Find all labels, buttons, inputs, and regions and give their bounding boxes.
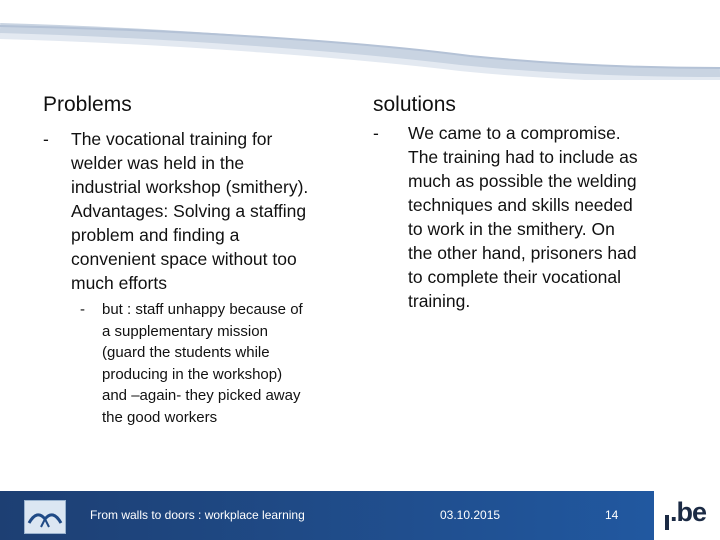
sub-bullet-dash: - — [80, 301, 85, 318]
footer-page-number: 14 — [605, 508, 619, 522]
text-line: Advantages: Solving a staffing — [71, 201, 307, 221]
footer-title: From walls to doors : workplace learning — [90, 508, 305, 522]
text-line: (guard the students while — [102, 344, 270, 361]
text-line: much efforts — [71, 273, 167, 293]
text-line: welder was held in the — [71, 153, 245, 173]
text-line: to complete their vocational — [408, 267, 622, 287]
text-line: to work in the smithery. On — [408, 219, 615, 239]
text-line: a supplementary mission — [102, 322, 268, 340]
problems-sub-bullet-text — [102, 299, 370, 428]
text-line: The training had to include as — [408, 147, 638, 167]
bullet-dash: - — [43, 129, 49, 149]
footer-date: 03.10.2015 — [440, 508, 501, 522]
problems-heading: Problems — [43, 93, 132, 116]
text-line: and –again- they picked away — [102, 387, 301, 404]
header-decoration — [0, 0, 720, 80]
bird-icon — [25, 501, 65, 533]
solutions-bullet-text — [408, 121, 703, 313]
text-line: We came to a compromise. — [408, 123, 621, 143]
text-line: the good workers — [102, 408, 218, 426]
text-line: but : staff unhappy because of — [102, 301, 303, 318]
be-logo: .be — [670, 497, 707, 527]
bird-logo-icon — [24, 500, 66, 534]
text-line: much as possible the welding — [408, 171, 637, 191]
text-line: techniques and skills needed — [408, 195, 633, 215]
text-line: industrial workshop (smithery). — [71, 177, 309, 197]
footer-band — [0, 491, 654, 540]
solutions-heading: solutions — [373, 93, 456, 116]
problems-bullet-text — [71, 127, 371, 295]
text-line: problem and finding a — [71, 225, 240, 245]
footer — [0, 491, 720, 540]
brand-bar — [665, 515, 669, 530]
bullet-dash: - — [373, 123, 379, 143]
text-line: training. — [408, 291, 471, 311]
text-line: The vocational training for — [71, 129, 273, 149]
text-line: the other hand, prisoners had — [408, 243, 637, 263]
text-line: producing in the workshop) — [102, 365, 283, 383]
text-line: convenient space without too — [71, 249, 297, 269]
